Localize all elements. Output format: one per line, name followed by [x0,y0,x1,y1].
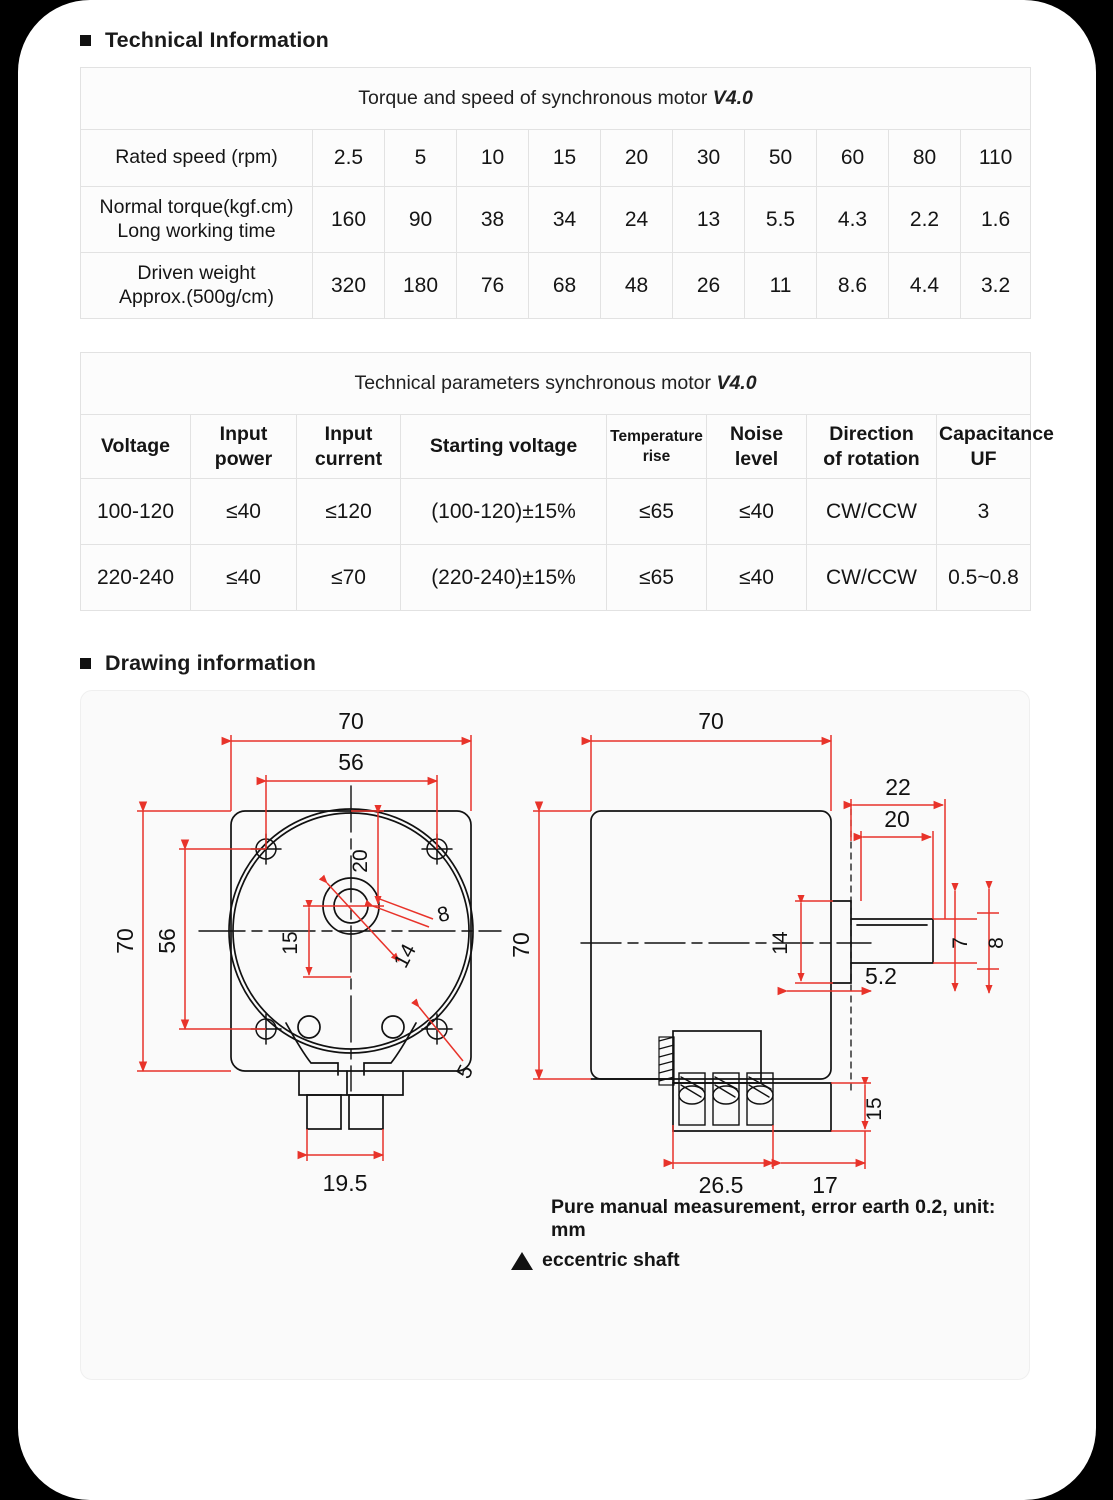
cell-value: 34 [529,187,601,253]
cell-value: 13 [673,187,745,253]
cell-value: (100-120)±15% [401,479,607,545]
cell-value: ≤70 [297,545,401,611]
dim-side-shaft-dia-8: 8 [985,937,1008,949]
dim-side-height-70: 70 [508,932,534,958]
cell-value: 24 [601,187,673,253]
dim-shaft-length-20: 20 [884,806,910,832]
dim-shaft-offset-20: 20 [349,849,372,873]
cell-value: 110 [961,130,1031,187]
cell-value: 60 [817,130,889,187]
square-bullet-icon [80,35,91,46]
dim-front-height-70: 70 [112,928,138,954]
dim-front-width-70: 70 [338,708,364,734]
cell-value: 80 [889,130,961,187]
section-header-technical-information [80,28,1052,53]
cell-value: (220-240)±15% [401,545,607,611]
cell-value: 50 [745,130,817,187]
dim-boss-14: 14 [769,931,792,955]
cell-value: 5 [385,130,457,187]
table-row [81,187,1031,253]
cell-value: ≤65 [607,479,707,545]
cell-value: 3 [937,479,1031,545]
table2-title: Technical parameters synchronous motor V4.0 [81,353,1031,415]
cell-value: 20 [601,130,673,187]
cell-value: 2.5 [313,130,385,187]
dim-side-length-70: 70 [698,708,724,734]
cell-value: ≤40 [191,545,297,611]
section-title-technical-information: Technical Information [105,28,329,52]
cell-value: 4.3 [817,187,889,253]
table1-title: Torque and speed of synchronous motor V4.0 [81,68,1031,130]
dim-front-width-56: 56 [338,749,364,775]
dim-flat-7: 7 [949,937,972,949]
column-header-capacitance: Capacitance UF [937,415,1031,479]
document-page [18,0,1096,1500]
cell-value: 4.4 [889,253,961,319]
row-label-normal-torque: Normal torque(kgf.cm) Long working time [81,187,313,253]
cell-value: 180 [385,253,457,319]
table-title-row [81,68,1031,130]
cell-value: 10 [457,130,529,187]
cell-value: 3.2 [961,253,1031,319]
dim-shaft-total-22: 22 [885,774,911,800]
cell-value: 15 [529,130,601,187]
cell-value: 38 [457,187,529,253]
table-row [81,545,1031,611]
cell-value: ≤65 [607,545,707,611]
cell-value: ≤120 [297,479,401,545]
dim-flange-5-2: 5.2 [865,963,897,989]
section-header-drawing-information [80,651,1052,676]
table2-version: V4.0 [716,372,757,394]
triangle-icon [511,1252,533,1270]
cell-value: 30 [673,130,745,187]
torque-speed-table [80,67,1031,319]
dim-terminal-height-15: 15 [863,1097,886,1121]
cell-value: ≤40 [707,479,807,545]
cell-value: 100-120 [81,479,191,545]
motor-dimension-drawings [81,691,1030,1380]
cell-value: 68 [529,253,601,319]
cell-value: ≤40 [707,545,807,611]
note-eccentric-shaft [511,1249,680,1272]
cell-value: 0.5~0.8 [937,545,1031,611]
dim-hole-5: 5 [452,1061,479,1083]
table1-version: V4.0 [712,87,753,109]
dim-front-height-56: 56 [154,928,180,954]
cell-value: 11 [745,253,817,319]
note-measurement: Pure manual measurement, error earth 0.2, unit: mm [551,1196,996,1241]
side-body-outline [591,811,831,1079]
table-row [81,479,1031,545]
dim-shaft-dia-8: 8 [434,902,452,928]
square-bullet-icon [80,658,91,669]
cell-value: 320 [313,253,385,319]
cell-value: CW/CCW [807,545,937,611]
cell-value: 8.6 [817,253,889,319]
dim-terminal-len-26-5: 26.5 [698,1172,744,1198]
cell-value: 2.2 [889,187,961,253]
table-header-row [81,415,1031,479]
section-title-drawing-information: Drawing information [105,651,316,675]
column-header-noise-level: Noise level [707,415,807,479]
column-header-voltage: Voltage [81,415,191,479]
dim-terminal-width-19-5: 19.5 [322,1170,368,1196]
cell-value: CW/CCW [807,479,937,545]
dim-terminal-offset-17: 17 [812,1172,838,1198]
table-title-row [81,353,1031,415]
cell-value: 220-240 [81,545,191,611]
cell-value: 48 [601,253,673,319]
cell-value: ≤40 [191,479,297,545]
drawing-panel [80,690,1030,1380]
table-row [81,253,1031,319]
note-eccentric-shaft-label: eccentric shaft [542,1249,680,1271]
row-label-rated-speed: Rated speed (rpm) [81,130,313,187]
technical-parameters-table [80,352,1054,611]
cell-value: 90 [385,187,457,253]
cell-value: 160 [313,187,385,253]
table-row [81,130,1031,187]
dim-shaft-center-15: 15 [279,931,302,955]
column-header-starting-voltage: Starting voltage [401,415,607,479]
column-header-direction-of-rotation: Direction of rotation [807,415,937,479]
cell-value: 5.5 [745,187,817,253]
cell-value: 26 [673,253,745,319]
column-header-input-current: Input current [297,415,401,479]
column-header-input-power: Input power [191,415,297,479]
cell-value: 76 [457,253,529,319]
column-header-temperature-rise: Temperature rise [607,415,707,479]
row-label-driven-weight: Driven weight Approx.(500g/cm) [81,253,313,319]
dim-bore-14: 14 [389,940,421,972]
cell-value: 1.6 [961,187,1031,253]
